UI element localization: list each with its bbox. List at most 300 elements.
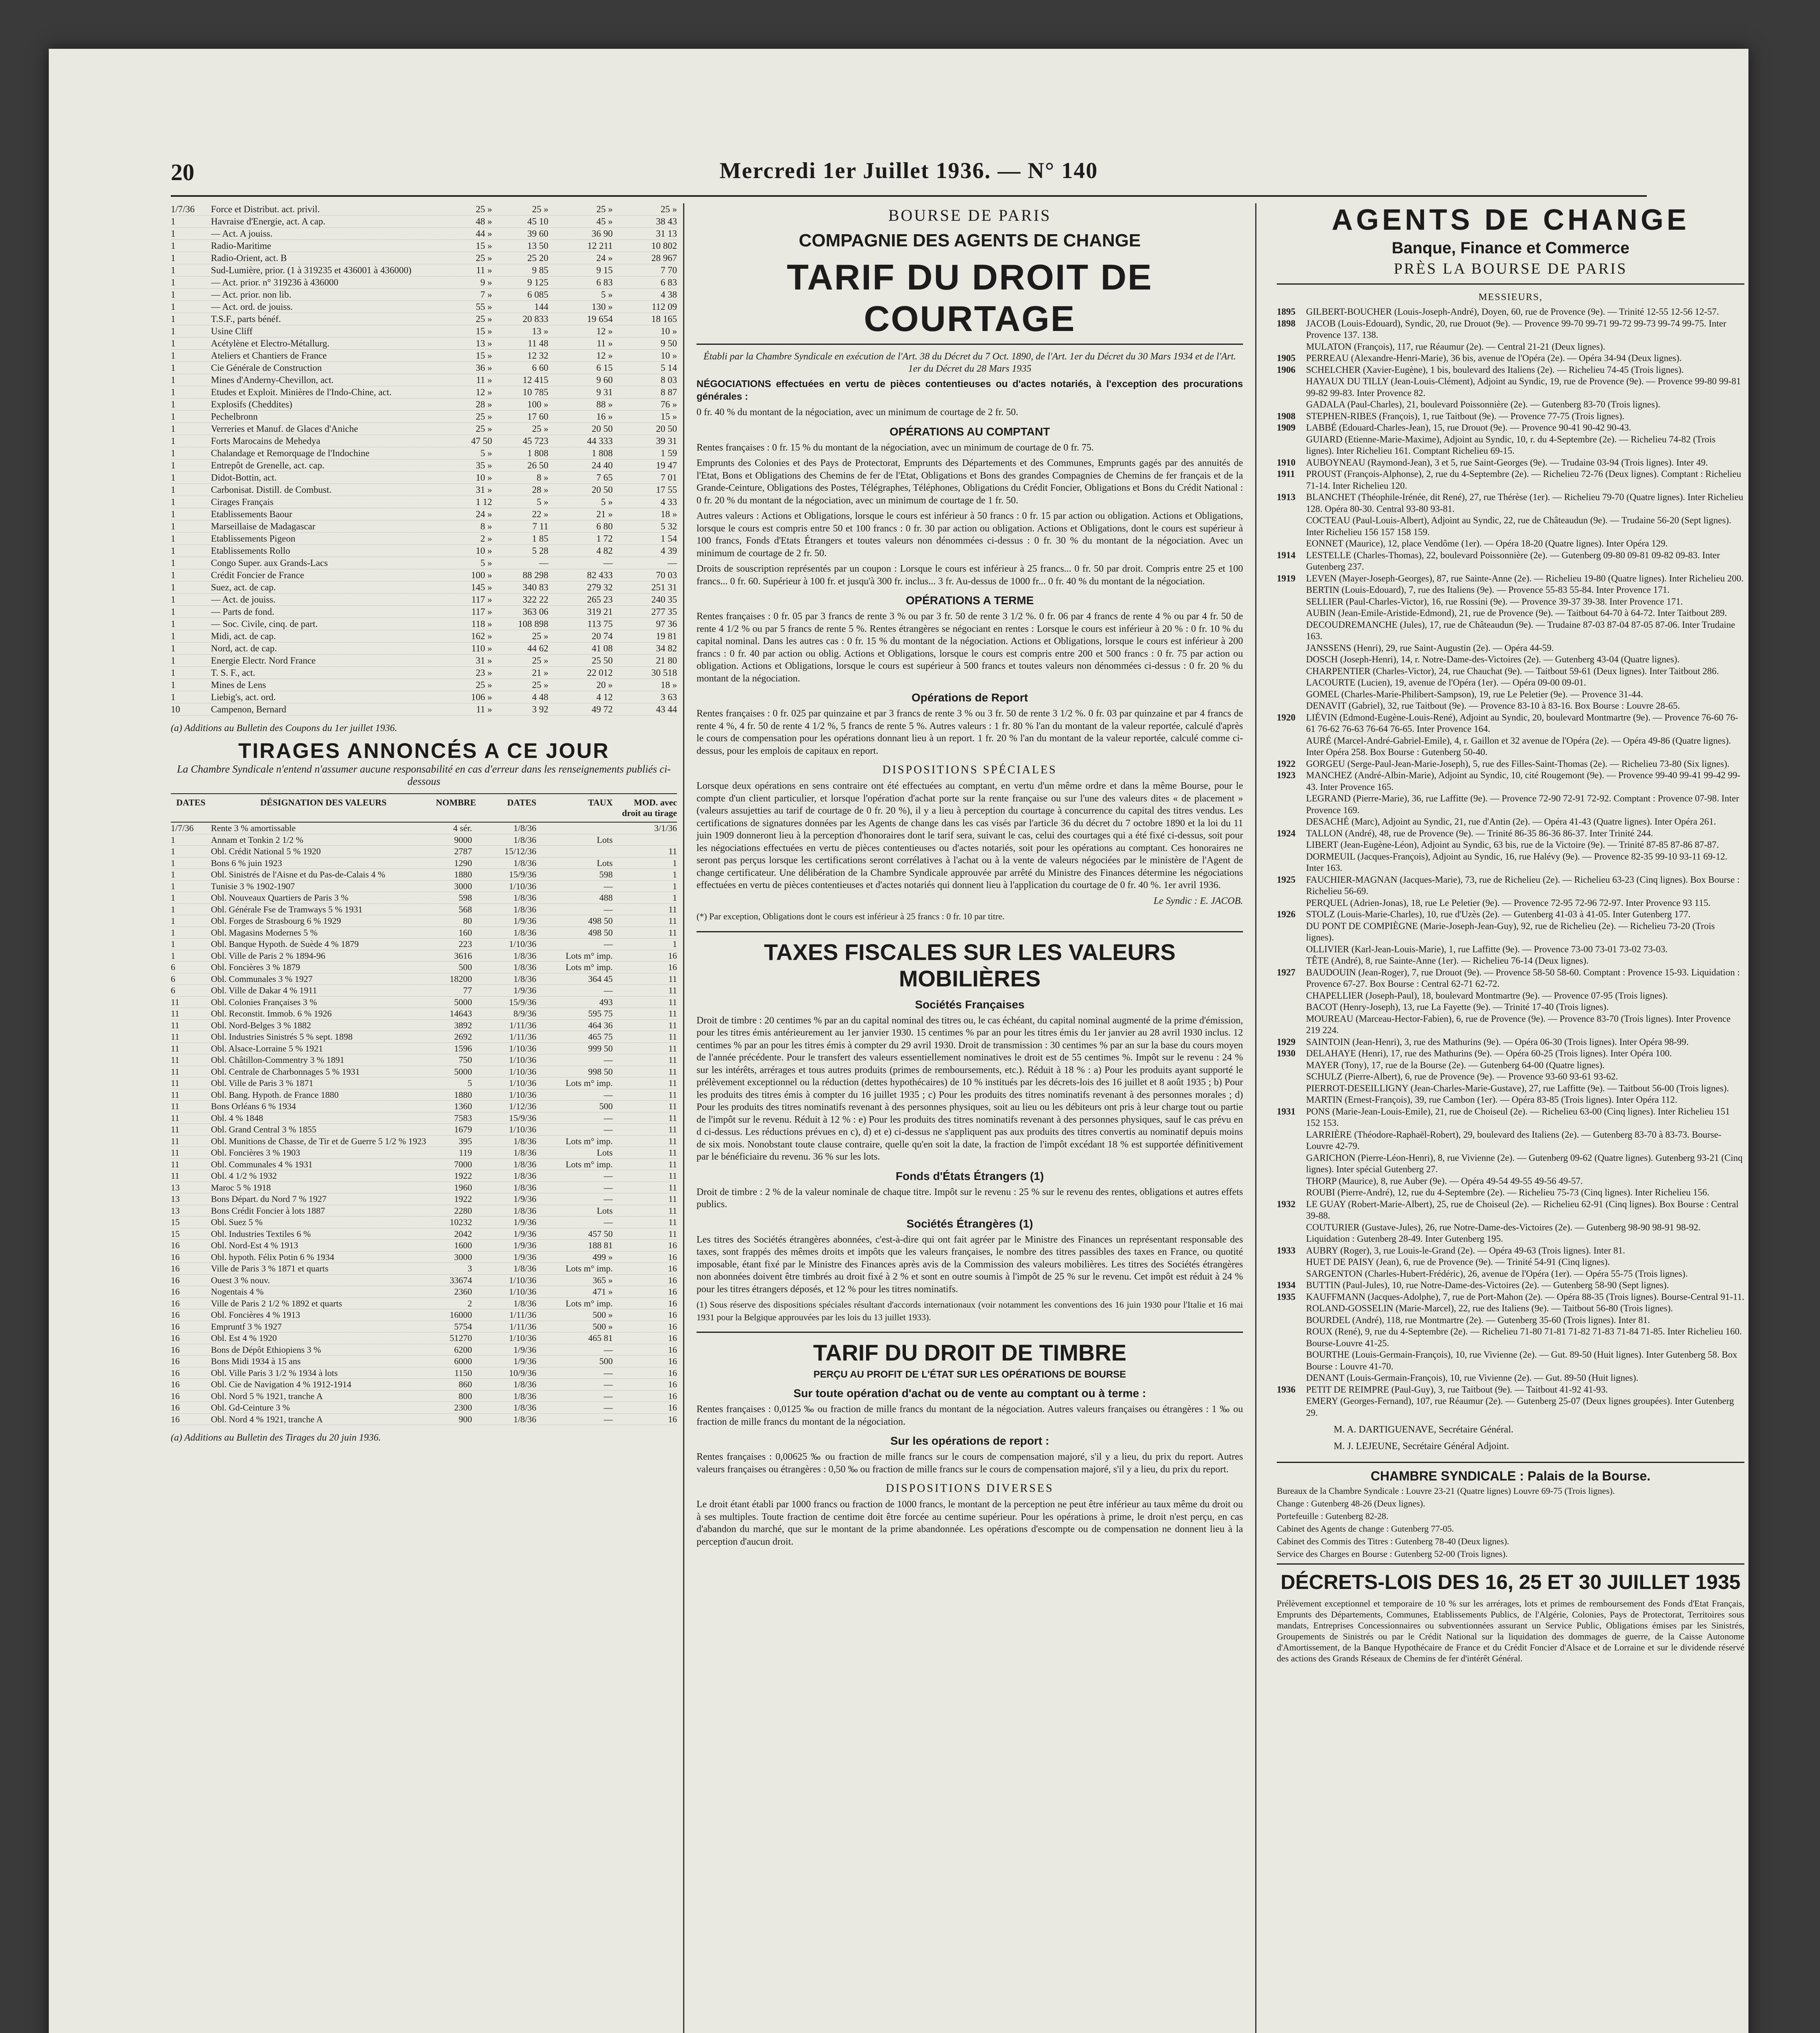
table-row: [171, 1402, 677, 1414]
table-cell: 265 23: [587, 594, 613, 605]
table-cell: 2042: [454, 1228, 472, 1239]
agent-entry: [1277, 700, 1744, 712]
table-cell: 47 50: [471, 436, 492, 446]
table-cell: 3892: [454, 1020, 472, 1030]
table-cell: 20 50: [592, 424, 613, 434]
table-row: [171, 1020, 677, 1032]
table-row: [171, 1309, 677, 1321]
table-cell: Obl. Gd-Ceinture 3 %: [211, 1402, 290, 1413]
table-cell: 4 82: [596, 546, 613, 556]
agent-entry: [1277, 1083, 1744, 1095]
table-cell: Obl. Ville de Paris 3 % 1871: [211, 1078, 313, 1088]
agent-year: [1277, 1315, 1306, 1326]
table-cell: 10 »: [476, 546, 492, 556]
table-cell: 500 »: [592, 1321, 613, 1332]
table-cell: 25 »: [660, 204, 677, 214]
societes-etrangeres-footnote: (1) Sous réserve des dispositions spéciales résultant d'accords internationaux (voir notamment les conventions des 16 juin 1930 pour l'Italie et 16 mai 1931 pour la Belgique approuvées par les lois du 13 juillet 1933).: [697, 1299, 1243, 1322]
agent-text: LEVEN (Mayer-Joseph-Georges), 87, rue Sainte-Anne (2e). — Richelieu 19-80 (Quatre lignes). Inter Richelieu 200.: [1306, 573, 1744, 583]
table-cell: —: [603, 1194, 613, 1204]
table-row: [171, 398, 677, 411]
agents-subtitle: Banque, Finance et Commerce: [1391, 239, 1630, 257]
th-remb-dates: DATES: [507, 797, 537, 808]
table-cell: Obl. Nord-Belges 3 % 1882: [211, 1020, 311, 1030]
table-cell: 1: [171, 314, 176, 324]
agent-entry: [1277, 468, 1744, 492]
decrets-text: Prélèvement exceptionnel et temporaire de 10 % sur les arrérages, lots et primes de remboursement des Fonds d'Etat Français, Emprunts des Départements, Communes, Etablissements Publics, de l'Algérie, Colonies, Pays de Protectorat, Territoires sous mandats, Entreprises Concessionnaires ou subventionnées assurant un Service Public, Obligations émises par les Sinistrés, Groupements de Sinistrés ou par le Crédit National sur la liquidation des dommages de guerre, de la Caisse Autonome d'Amortissement, de la Banque Hypothécaire de France et du Crédit Foncier d'Alsace et de Lorraine et sur le dividende réservé des actions des Grands Réseaux de Chemins de fer d'intérêt Général.: [1277, 1598, 1744, 1663]
table-row: [171, 374, 677, 386]
table-cell: 4 sér.: [453, 823, 472, 833]
table-cell: 595 75: [588, 1008, 613, 1019]
table-cell: 5 32: [660, 521, 677, 531]
agent-year: 1898: [1277, 318, 1295, 329]
table-cell: 11: [171, 1159, 180, 1169]
table-cell: Bons de Dépôt Ethiopiens 3 %: [211, 1344, 321, 1355]
table-cell: 49 72: [592, 704, 613, 714]
table-cell: Obl. Nouveaux Quartiers de Paris 3 %: [211, 892, 348, 903]
agent-entry: [1277, 1280, 1744, 1291]
left-column: [171, 203, 677, 2033]
table-cell: 598: [458, 892, 472, 903]
agent-entry: [1277, 793, 1744, 816]
table-cell: 11: [668, 1101, 677, 1111]
table-cell: 110 »: [471, 643, 492, 653]
table-cell: 1: [171, 692, 176, 702]
table-cell: 1 85: [532, 533, 549, 544]
table-row: [171, 1240, 677, 1252]
agent-text: JACOB (Louis-Edouard), Syndic, 20, rue Drouot (9e). — Provence 99-70 99-71 99-72 99-73 99-74 99-75. Inter Provence 137. 138.: [1306, 318, 1726, 340]
table-cell: 1: [171, 399, 176, 409]
table-cell: 100 »: [527, 399, 549, 409]
table-cell: Entrepôt de Grenelle, act. cap.: [211, 460, 324, 470]
table-cell: Bons Crédit Foncier à lots 1887: [211, 1205, 325, 1216]
table-cell: 1/9/36: [513, 1356, 537, 1366]
agent-entry: [1277, 1187, 1744, 1199]
table-cell: 48 »: [476, 216, 492, 226]
page-title: Mercredi 1er Juillet 1936. — N° 140: [719, 158, 1098, 183]
table-row: [171, 1414, 677, 1426]
table-cell: 1: [171, 253, 176, 263]
table-cell: 1: [171, 387, 176, 397]
agent-year: 1924: [1277, 828, 1295, 838]
agent-year: 1905: [1277, 353, 1295, 363]
table-row: [171, 1263, 677, 1275]
table-cell: 15 »: [660, 411, 677, 422]
table-cell: Explosifs (Cheddites): [211, 399, 292, 409]
table-cell: 1/11/36: [509, 1321, 537, 1332]
table-cell: 13: [171, 1205, 180, 1216]
table-cell: 11: [668, 997, 677, 1007]
chambre-line: Change : Gutenberg 48-26 (Deux lignes).: [1277, 1498, 1425, 1508]
table-cell: Lots: [597, 834, 613, 845]
agent-year: [1277, 1129, 1306, 1152]
table-cell: 24 »: [596, 253, 613, 263]
table-cell: 16 »: [596, 411, 613, 422]
agent-entry: [1277, 341, 1744, 353]
table-cell: —: [603, 1089, 613, 1100]
table-row: [171, 264, 677, 276]
table-cell: 1/9/36: [513, 1240, 537, 1250]
table-cell: 38 43: [656, 216, 677, 226]
table-cell: 25 »: [532, 424, 549, 434]
table-cell: Obl. Munitions de Chasse, de Tir et de Guerre 5 1/2 % 1923: [211, 1136, 426, 1146]
agent-year: [1277, 1222, 1306, 1245]
table-cell: 465 75: [588, 1032, 613, 1042]
table-row: [171, 881, 677, 892]
table-cell: 1/12/36: [509, 1101, 537, 1111]
agent-text: SARGENTON (Charles-Hubert-Frédéric), 26, avenue de l'Opéra (1er). — Opéra 55-75 (Trois lignes).: [1306, 1268, 1688, 1279]
table-cell: 7583: [454, 1112, 472, 1123]
agent-year: [1277, 666, 1306, 677]
table-cell: 8 87: [660, 387, 677, 397]
table-cell: 11: [668, 1078, 677, 1088]
table-cell: 24 40: [592, 460, 613, 470]
chambre-title: CHAMBRE SYNDICALE : Palais de la Bourse.: [1370, 1469, 1651, 1483]
table-cell: —: [603, 939, 613, 949]
agent-text: KAUFFMANN (Jacques-Adolphe), 7, rue de Port-Mahon (2e). — Opéra 88-35 (Trois lignes). Bourse-Central 91-11.: [1306, 1291, 1744, 1302]
agent-year: 1920: [1277, 712, 1295, 723]
table-cell: 1/10/36: [509, 1066, 537, 1077]
agent-entry: [1277, 735, 1744, 758]
agent-text: JANSSENS (Henri), 29, rue Saint-Augustin (2e). — Opéra 44-59.: [1306, 642, 1554, 653]
agent-text: LACOURTE (Lucien), 19, avenue de l'Opéra (1er). — Opéra 09-00 09-01.: [1306, 677, 1586, 688]
table-cell: 1/11/36: [509, 1310, 537, 1320]
table-cell: —: [603, 904, 613, 914]
table-cell: [617, 834, 677, 846]
table-cell: 1 59: [660, 448, 677, 458]
table-row: [171, 581, 677, 594]
table-row: [171, 1008, 677, 1020]
table-cell: 11: [668, 916, 677, 926]
table-cell: —: [603, 1217, 613, 1227]
agent-entry: [1277, 376, 1744, 399]
agent-entry: [1277, 1245, 1744, 1257]
table-row: [171, 667, 677, 679]
table-row: [171, 1077, 677, 1089]
agent-text: TALLON (André), 48, rue de Provence (9e). — Trinité 86-35 86-36 86-37. Inter Trinité 244.: [1306, 828, 1653, 838]
table-row: [171, 1367, 677, 1379]
table-cell: — Soc. Civile, cinq. de part.: [211, 619, 318, 629]
agent-text: PONS (Marie-Jean-Louis-Emile), 21, rue de Choiseul (2e). — Richelieu 63-00 (Cinq lignes). Inter Richelieu 151 152 153.: [1306, 1106, 1730, 1128]
table-cell: 5 »: [601, 289, 613, 300]
table-cell: 11: [668, 1032, 677, 1042]
table-cell: 16: [171, 1379, 180, 1389]
table-cell: 1: [171, 448, 176, 458]
table-cell: 16: [171, 1414, 180, 1424]
table-cell: 16: [668, 1275, 677, 1285]
table-cell: 35 »: [476, 460, 492, 470]
tirages-title: TIRAGES ANNONCÉS A CE JOUR: [238, 739, 610, 763]
table-cell: 188 81: [588, 1240, 613, 1250]
agent-entry: [1277, 411, 1744, 422]
table-cell: 1/10/36: [509, 1124, 537, 1134]
table-cell: 16: [668, 1414, 677, 1424]
table-cell: Pechelbronn: [211, 411, 258, 422]
table-cell: 11: [171, 1112, 180, 1123]
table-row: [171, 1124, 677, 1136]
table-cell: 4 12: [596, 692, 613, 702]
agent-year: [1277, 1303, 1306, 1315]
agent-year: [1277, 584, 1306, 596]
table-cell: 8 »: [480, 521, 492, 531]
societes-etrangeres-heading: Sociétés Étrangères (1): [906, 1217, 1033, 1230]
dispositions-text: Lorsque deux opérations en sens contraire ont été effectuées au comptant, en vertu d'un même ordre et dans la même Bourse, pour le compte d'un client particulier, et lorsque l'opération d'achat porte sur la rente française ou sur l'une des valeurs dites « de placement » (valeurs assujetties au tarif de courtage de 0 fr. 20 %), il y a lieu à perception du courtage à concurrence du capital des titres vendus. Les certifications de signatures données par les Agents de change dans les cas visés par l'article 36 du décret du 7 octobre 1890 et la loi du 11 juin 1909 donneront lieu à la perception d'honoraires dont le tarif sera, suivant le cas, celui des courtages qui a été fixé ci-dessus, soit pour les négociations effectuées en vertu de pièces contentieuses ou d'actes notariés, soit pour les opérations au comptant. Ces honoraires ne seront pas perçus lorsque les certifications seront corrélatives à l'achat ou à la vente de valeurs négociées par le ministère de l'Agent de change certificateur. Une délibération de la Chambre Syndicale approuvée par arrêté du Ministre des Finances détermine les négociations effectuées en vertu de pièces contentieuses et d'actes notariés qui donnent lieu à l'application du courtage de 0 fr. 40 %. 1er avril 1936.: [697, 781, 1243, 890]
agent-year: [1277, 689, 1306, 701]
table-cell: 1: [171, 546, 176, 556]
table-cell: 1: [171, 869, 175, 879]
table-cell: 1/8/36: [513, 1391, 537, 1401]
table-cell: 6 085: [527, 289, 549, 300]
table-cell: 5: [467, 1078, 472, 1088]
agent-text: BAUDOUIN (Jean-Roger), 7, rue Drouot (9e). — Provence 58-50 58-60. Comptant : Provence 15-93. Liquidation : Provence 67-27. Box Bourse : Central 62-71 62-72.: [1306, 967, 1740, 989]
table-cell: Liebig's, act. ord.: [211, 692, 276, 702]
table-cell: 11: [668, 846, 677, 856]
table-row: [171, 1101, 677, 1112]
table-cell: 1880: [454, 869, 472, 879]
table-cell: 11 »: [597, 338, 613, 348]
table-cell: 16: [171, 1298, 180, 1308]
agent-year: [1277, 1094, 1306, 1106]
table-cell: 15/9/36: [509, 997, 537, 1007]
table-cell: 1: [171, 460, 176, 470]
table-cell: 1: [171, 607, 176, 617]
comptant-p2: Emprunts des Colonies et des Pays de Protectorat, Emprunts des Départements et des Communes, Emprunts gagés par des annuités de l'Etat, Bons et Obligations des Chemins de fer de l'Etat, Obligations et Bons des grandes Compagnies de Chemins de fer français et de la Grande-Ceinture, Obligations des Postes, Télégraphes, Téléphones, Obligations du Crédit Foncier, Obligations et Bons du Crédit National : 0 fr. 20 % du montant de la négociation, avec un minimum de courtage de 1 fr. 50.: [697, 458, 1243, 506]
table-cell: 2: [467, 1298, 472, 1308]
table-cell: 5 »: [601, 497, 613, 507]
table-cell: 7 »: [480, 289, 492, 300]
table-cell: 39 31: [656, 436, 677, 446]
table-cell: Lots m° imp.: [566, 1298, 613, 1308]
table-cell: Obl. Centrale de Charbonnages 5 % 1931: [211, 1066, 360, 1077]
agent-year: [1277, 607, 1306, 619]
timbre-text-1: Rentes françaises : 0,0125 ‰ ou fraction de mille francs du montant de la négociation. Autres valeurs françaises ou étrangères : 1 ‰ ou fraction de mille francs du montant de la négociation.: [697, 1404, 1243, 1427]
table-cell: 6 80: [596, 521, 613, 531]
table-cell: 1/8/36: [513, 1159, 537, 1169]
agent-year: [1277, 990, 1306, 1002]
table-cell: Crédit Foncier de France: [211, 570, 305, 580]
dispositions-footnote: (*) Par exception, Obligations dont le cours est inférieur à 25 francs : 0 fr. 10 par titre.: [697, 911, 1005, 921]
table-cell: 25 »: [476, 253, 492, 263]
table-cell: 471 »: [592, 1286, 613, 1297]
right-column: [1265, 203, 1744, 2033]
agent-year: 1913: [1277, 492, 1295, 502]
table-cell: 1/10/36: [509, 1078, 537, 1088]
agent-text: MULATON (François), 117, rue Réaumur (2e). — Central 21-21 (Deux lignes).: [1306, 341, 1605, 352]
table-cell: Lots: [597, 1205, 613, 1216]
table-row: [171, 423, 677, 435]
agent-text: LESTELLE (Charles-Thomas), 22, boulevard Poissonnière (2e). — Gutenberg 09-80 09-81 09-82 09-83. Inter Gutenberg 237.: [1306, 550, 1720, 572]
table-cell: 70 03: [656, 570, 677, 580]
agent-text: GUIARD (Etienne-Marie-Maxime), Adjoint au Syndic, 10, r. du 4-Septembre (2e). — Richelieu 74-82 (Trois lignes). Inter Richelieu 161. Comptant Richelieu 69-15.: [1306, 434, 1716, 456]
table-cell: 1: [171, 950, 175, 961]
agent-year: [1277, 654, 1306, 666]
table-cell: —: [603, 1414, 613, 1424]
agent-text: LIBERT (Jean-Eugène-Léon), Adjoint au Syndic, 63 bis, rue de la Victoire (9e). — Trinité 87-85 87-86 87-87.: [1306, 840, 1719, 850]
agent-text: SAINTOIN (Jean-Henri), 3, rue des Mathurins (9e). — Opéra 06-30 (Trois lignes). Inter Opéra 98-99.: [1306, 1036, 1689, 1047]
table-cell: 1/8/36: [513, 834, 537, 845]
table-cell: 1: [171, 668, 176, 678]
table-cell: 44 62: [527, 643, 549, 653]
agent-entry: [1277, 492, 1744, 515]
table-cell: Bons Orléans 6 % 1934: [211, 1101, 296, 1111]
table-cell: Obl. Communales 3 % 1927: [211, 973, 313, 984]
table-cell: 30 518: [651, 668, 677, 678]
table-cell: — Act. prior. non lib.: [211, 289, 292, 300]
table-cell: 11: [668, 1171, 677, 1181]
table-cell: 500: [599, 1356, 613, 1366]
table-cell: 1: [673, 892, 677, 903]
table-cell: 1: [171, 655, 176, 666]
table-cell: 11: [668, 1136, 677, 1146]
table-cell: 1: [171, 834, 175, 845]
terme-heading: OPÉRATIONS A TERME: [906, 594, 1034, 607]
table-cell: 4 33: [660, 497, 677, 507]
table-cell: T. S. F., act.: [211, 668, 255, 678]
table-cell: 100 »: [471, 570, 492, 580]
table-cell: 5754: [454, 1321, 472, 1332]
table-cell: Obl. Ville de Dakar 4 % 1911: [211, 985, 317, 995]
table-row: [171, 1170, 677, 1182]
table-row: [171, 533, 677, 545]
table-cell: 118 »: [471, 619, 492, 629]
table-cell: 51270: [449, 1333, 472, 1343]
table-cell: 1922: [454, 1194, 472, 1204]
table-cell: Tunisie 3 % 1902-1907: [211, 881, 295, 891]
table-cell: 2 »: [480, 533, 492, 544]
table-row: [171, 1136, 677, 1147]
messieurs-label: MESSIEURS,: [1478, 292, 1543, 303]
table-cell: 1/8/36: [513, 927, 537, 938]
table-cell: —: [603, 1367, 613, 1378]
negociation-text: [697, 378, 1243, 403]
agent-year: [1277, 1256, 1306, 1268]
coupons-note: (a) Additions au Bulletin des Coupons du 1er juillet 1936.: [171, 723, 397, 734]
table-cell: 12 211: [587, 241, 613, 251]
agent-entry: [1277, 874, 1744, 897]
table-cell: Empruntf 3 % 1927: [211, 1321, 282, 1332]
table-cell: 16: [668, 1391, 677, 1401]
table-row: [171, 1286, 677, 1298]
table-cell: 11: [668, 1066, 677, 1077]
table-cell: 19 654: [587, 314, 613, 324]
table-cell: Bons Midi 1934 à 15 ans: [211, 1356, 301, 1366]
table-cell: 12 »: [476, 387, 492, 397]
table-cell: 1: [171, 265, 176, 275]
table-row: [171, 496, 677, 508]
table-cell: [540, 823, 617, 834]
table-cell: 1 808: [592, 448, 613, 458]
agent-entry: [1277, 944, 1744, 956]
table-cell: 1: [171, 411, 176, 422]
agent-text: GILBERT-BOUCHER (Louis-Joseph-André), Doyen, 60, rue de Provence (9e). — Trinité 12-55 12-56 12-57.: [1306, 307, 1719, 317]
table-cell: Lots: [597, 1147, 613, 1158]
chambre-line: Cabinet des Commis des Titres : Gutenberg 78-40 (Deux lignes).: [1277, 1536, 1509, 1546]
agent-year: [1277, 921, 1306, 944]
table-cell: 1: [673, 939, 677, 949]
agent-year: [1277, 735, 1306, 758]
th-modalites: MOD. avec droit au tirage: [622, 797, 677, 818]
table-row: [171, 1193, 677, 1205]
agent-text: OLLIVIER (Karl-Jean-Louis-Marie), 1, rue Laffitte (9e). — Provence 73-00 73-01 73-02 73-03.: [1306, 944, 1668, 954]
table-cell: 13 50: [527, 241, 549, 251]
table-cell: 1: [171, 338, 176, 348]
table-row: [171, 1205, 677, 1217]
table-row: [171, 703, 677, 716]
table-cell: 26 50: [527, 460, 549, 470]
table-cell: 16: [668, 1263, 677, 1273]
table-cell: 6000: [454, 1356, 472, 1366]
table-cell: 9 31: [596, 387, 613, 397]
table-cell: 16: [668, 1379, 677, 1389]
table-row: [171, 938, 677, 950]
table-row: [171, 927, 677, 939]
agent-text: DELAHAYE (Henri), 17, rue des Mathurins (9e). — Opéra 60-25 (Trois lignes). Inter Opéra 100.: [1306, 1048, 1672, 1058]
table-cell: 119: [459, 1147, 472, 1158]
agent-text: GADALA (Paul-Charles), 21, boulevard Poissonnière (2e). — Gutenberg 83-70 (Trois lignes).: [1306, 399, 1661, 409]
table-cell: 5000: [454, 1066, 472, 1077]
table-cell: 39 60: [527, 229, 549, 239]
table-cell: 1/8/36: [513, 1136, 537, 1146]
agent-year: [1277, 1349, 1306, 1372]
table-cell: 21 »: [596, 509, 613, 519]
table-cell: 8 »: [536, 472, 549, 483]
table-cell: 16000: [449, 1310, 472, 1320]
table-cell: 11: [668, 973, 677, 984]
table-cell: —: [603, 985, 613, 995]
table-row: [171, 1182, 677, 1194]
table-cell: 10/9/36: [509, 1367, 537, 1378]
table-cell: 1/9/36: [513, 1344, 537, 1355]
table-cell: 20 50: [592, 485, 613, 495]
agent-entry: [1277, 1268, 1744, 1280]
tirages-table: [171, 823, 677, 1425]
table-cell: 498 50: [588, 927, 613, 938]
table-cell: Forts Marocains de Mehedya: [211, 436, 320, 446]
agent-year: 1927: [1277, 967, 1295, 977]
agent-text: SCHELCHER (Xavier-Eugène), 1 bis, boulevard des Italiens (2e). — Richelieu 74-45 (Trois lignes).: [1306, 364, 1684, 375]
table-cell: 1: [171, 619, 176, 629]
table-row: [171, 1054, 677, 1066]
table-row: [171, 655, 677, 667]
table-cell: Havraise d'Energie, act. A cap.: [211, 216, 326, 226]
table-cell: 251 31: [651, 582, 677, 592]
table-cell: 1 808: [527, 448, 549, 458]
chambre-line: Bureaux de la Chambre Syndicale : Louvre 23-21 (Quatre lignes) Louvre 69-75 (Trois lignes).: [1277, 1486, 1615, 1496]
table-row: [171, 950, 677, 962]
agent-year: [1277, 434, 1306, 457]
table-cell: 860: [458, 1379, 472, 1389]
agent-entry: [1277, 1048, 1744, 1060]
table-cell: Etablissements Rollo: [211, 546, 290, 556]
table-cell: Suez, act. de cap.: [211, 582, 276, 592]
table-row: [171, 1344, 677, 1356]
courtage-intro: Établi par la Chambre Syndicale en exécution de l'Art. 38 du Décret du 7 Oct. 1890, de l'Art. 1er du Décret du 30 Mars 1934 et de l'Art. 1er du Décret du 28 Mars 1935: [703, 351, 1236, 374]
table-cell: 25 »: [476, 680, 492, 690]
table-cell: 750: [458, 1055, 472, 1065]
agent-text: CHAPELLIER (Joseph-Paul), 18, boulevard Montmartre (9e). — Provence 07-95 (Trois lignes).: [1306, 990, 1668, 1001]
table-row: [171, 520, 677, 533]
fonds-etrangers-heading: Fonds d'États Étrangers (1): [895, 1169, 1044, 1182]
table-cell: Mines d'Anderny-Chevillon, act.: [211, 375, 334, 385]
table-cell: 106 »: [471, 692, 492, 702]
table-cell: 6200: [454, 1344, 472, 1355]
table-cell: 1: [171, 533, 176, 544]
agent-year: [1277, 341, 1306, 353]
agents-list: [1277, 306, 1744, 1419]
agent-year: [1277, 596, 1306, 608]
agent-text: HAYAUX DU TILLY (Jean-Louis-Clément), Adjoint au Syndic, 19, rue de Provence (9e). — Provence 99-80 99-81 99-82 99-83. Inter Provence 82.: [1306, 376, 1741, 398]
agent-entry: [1277, 816, 1744, 828]
table-cell: 82 433: [587, 570, 613, 580]
